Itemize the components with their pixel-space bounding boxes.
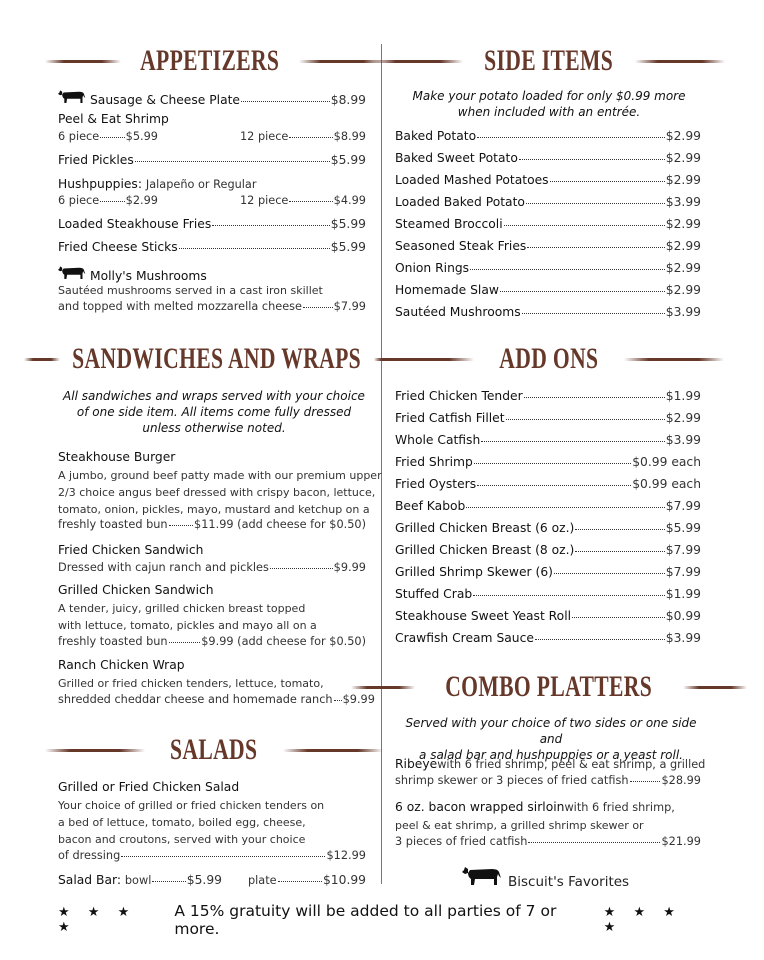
legend-label: Biscuit's Favorites [508, 874, 630, 890]
header-rule-left [45, 60, 121, 63]
item-price: $2.99 [665, 283, 701, 297]
sides-note [393, 88, 705, 120]
dot-leader [506, 419, 665, 420]
dot-leader [477, 485, 631, 486]
item-price: $0.99 each [632, 455, 701, 469]
menu-item [395, 411, 701, 425]
item-price: $5.99 [665, 521, 701, 535]
item-name: Seasoned Steak Fries [395, 239, 527, 253]
description-line: with lettuce, tomato, pickles and mayo all on a [58, 619, 317, 632]
note-line: a salad bar and hushpuppies or a yeast roll. [419, 748, 683, 762]
menu-item [395, 565, 701, 579]
description-line: bacon and croutons, served with your choice [58, 833, 306, 846]
item-price: $5.99 [330, 240, 366, 254]
note-line: All sandwiches and wraps served with your choice [63, 389, 365, 403]
item-price: $3.99 [665, 195, 701, 209]
item-note: Jalapeño or Regular [145, 178, 257, 191]
wrap-price-row [58, 693, 375, 706]
header-rule-left [374, 358, 474, 361]
sandwiches-header [58, 342, 370, 376]
dot-leader [550, 181, 665, 182]
size-label: 6 piece [58, 130, 100, 143]
menu-item [395, 261, 701, 275]
dot-leader [135, 161, 330, 162]
item-name: Steakhouse Sweet Yeast Roll [395, 609, 572, 623]
item-description: and topped with melted mozzarella cheese [58, 300, 302, 313]
menu-item-salad [58, 780, 239, 794]
menu-item [395, 587, 701, 601]
sandwiches-note [58, 388, 370, 436]
menu-item-sirloin [395, 800, 675, 814]
item-price: $9.99 [333, 561, 366, 574]
dot-leader [524, 397, 665, 398]
description-line: A jumbo, ground beef patty made with our premium upper [58, 469, 382, 482]
description-line: A tender, juicy, grilled chicken breast topped [58, 602, 306, 615]
header-rule-left [45, 749, 145, 752]
item-description [58, 797, 324, 848]
header-rule-left [351, 686, 415, 689]
note-line: Make your potato loaded for only $0.99 more [412, 89, 686, 103]
dot-leader [500, 291, 665, 292]
menu-item-shrimp-name [58, 112, 169, 126]
add-ons-title: ADD ONS [499, 342, 599, 375]
gratuity-text: A 15% gratuity will be added to all parties of 7 or more. [174, 902, 557, 938]
dot-leader [169, 525, 193, 526]
description-line: 3 pieces of fried catfish [395, 835, 528, 848]
menu-item [395, 521, 701, 535]
star-icon: ★ ★ ★ ★ [603, 905, 682, 935]
item-name: Fried Shrimp [395, 455, 473, 469]
dot-leader [270, 568, 333, 569]
menu-item [395, 239, 701, 253]
item-price: $2.99 [665, 151, 701, 165]
dot-leader [504, 225, 665, 226]
item-description [58, 467, 382, 518]
note-line: Served with your choice of two sides or one side and [405, 716, 697, 746]
fcs-price-row [58, 561, 366, 574]
menu-item-grilled-chicken-sandwich [58, 583, 214, 597]
cow-icon [58, 264, 86, 280]
menu-item [395, 499, 701, 513]
dot-leader [212, 225, 330, 226]
note-line: when included with an entrée. [457, 105, 641, 119]
menu-item-ribeye [395, 757, 705, 771]
item-name: Fried Chicken Sandwich [58, 543, 204, 557]
item-name: Fried Catfish Fillet [395, 411, 505, 425]
menu-item [395, 389, 701, 403]
header-rule-right [299, 60, 385, 63]
hush-6-price-row [58, 194, 158, 207]
combo-platters-title: COMBO PLATTERS [445, 670, 653, 703]
menu-item-cheese-sticks [58, 240, 366, 254]
item-price: $5.99 [330, 153, 366, 167]
item-price: $2.99 [665, 173, 701, 187]
item-name: Grilled Chicken Breast (8 oz.) [395, 543, 575, 557]
hush-12-price-row [240, 194, 366, 207]
dot-leader [179, 248, 330, 249]
dot-leader [572, 617, 665, 618]
header-rule-right [624, 358, 724, 361]
item-price: $2.99 [665, 217, 701, 231]
item-name: Salad Bar: [58, 873, 121, 887]
menu-item [395, 433, 701, 447]
item-description: peel & eat shrimp, a grilled shrimp skewer or [395, 819, 644, 832]
star-icon: ★ ★ ★ ★ [58, 905, 137, 935]
salad-bar-bowl-row [58, 873, 222, 887]
combo-platters-header [393, 670, 705, 704]
item-name: Beef Kabob [395, 499, 466, 513]
dot-leader [466, 507, 664, 508]
item-name: Loaded Mashed Potatoes [395, 173, 549, 187]
menu-item [395, 283, 701, 297]
menu-item [395, 609, 701, 623]
item-name: Molly's Mushrooms [90, 269, 207, 283]
item-price: $8.99 [330, 93, 366, 107]
dot-leader [278, 881, 322, 882]
item-name: Whole Catfish [395, 433, 481, 447]
note-line: unless otherwise noted. [142, 421, 286, 435]
menu-item [395, 129, 701, 143]
dot-leader [289, 137, 332, 138]
side-items-header [393, 44, 705, 78]
item-name: Hushpuppies: [58, 177, 142, 191]
dot-leader [289, 201, 332, 202]
favorites-legend [462, 864, 629, 890]
item-price: $3.99 [665, 433, 701, 447]
item-name: Fried Pickles [58, 153, 134, 167]
dot-leader [554, 573, 665, 574]
item-price: $0.99 each [632, 477, 701, 491]
item-name: Baked Potato [395, 129, 477, 143]
menu-item [395, 195, 701, 209]
item-price: $28.99 [661, 774, 701, 787]
item-name: Homemade Slaw [395, 283, 499, 297]
description-line: with 6 fried shrimp, [564, 801, 675, 814]
item-price: $7.99 [333, 300, 366, 313]
dot-leader [152, 881, 185, 882]
menu-item-fries [58, 217, 366, 231]
gcs-price-row [58, 635, 366, 648]
dot-leader [100, 201, 124, 202]
dot-leader [477, 137, 665, 138]
item-price: $7.99 [665, 565, 701, 579]
salads-title: SALADS [170, 733, 258, 766]
description-line: Your choice of grilled or fried chicken tenders on [58, 799, 325, 812]
dot-leader [522, 313, 665, 314]
item-price: $5.99 [186, 873, 222, 887]
item-name: Loaded Baked Potato [395, 195, 525, 209]
item-price: $1.99 [665, 587, 701, 601]
item-name: Fried Chicken Tender [395, 389, 523, 403]
dot-leader [169, 642, 201, 643]
item-name: Baked Sweet Potato [395, 151, 518, 165]
header-rule-right [683, 686, 747, 689]
dot-leader [575, 529, 664, 530]
dot-leader [334, 700, 342, 701]
dot-leader [630, 781, 661, 782]
appetizers-title: APPETIZERS [140, 44, 280, 77]
item-price: $2.99 [125, 194, 158, 207]
item-price: $10.99 [322, 873, 366, 887]
dot-leader [303, 307, 333, 308]
header-rule-right [283, 749, 383, 752]
size-label: 6 piece [58, 194, 100, 207]
item-name: Grilled Chicken Sandwich [58, 583, 214, 597]
size-label: 12 piece [240, 130, 289, 143]
item-description: Grilled or fried chicken tenders, lettuce, tomato, [58, 677, 324, 690]
item-name: Peel & Eat Shrimp [58, 112, 169, 126]
item-description [58, 600, 317, 634]
item-price: $4.99 [333, 194, 366, 207]
item-name: Grilled Shrimp Skewer (6) [395, 565, 553, 579]
description-line: tomato, onion, pickles, mayo, mustard and ketchup on a [58, 503, 370, 516]
add-ons-header [393, 342, 705, 376]
description-line: Dressed with cajun ranch and pickles [58, 561, 269, 574]
menu-item-sausage [58, 88, 366, 107]
menu-item-pickles [58, 153, 366, 167]
description-line: a bed of lettuce, tomato, boiled egg, cheese, [58, 816, 306, 829]
item-price: $3.99 [665, 305, 701, 319]
item-name: Fried Cheese Sticks [58, 240, 178, 254]
menu-item [395, 151, 701, 165]
item-price: $5.99 [330, 217, 366, 231]
mushrooms-price-row [58, 300, 366, 313]
description-line: 2/3 choice angus beef dressed with crispy bacon, lettuce, [58, 486, 376, 499]
menu-item [395, 455, 701, 469]
item-name: Sausage & Cheese Plate [90, 93, 241, 107]
shrimp-12-price-row [240, 130, 366, 143]
item-price: $5.99 [125, 130, 158, 143]
appetizers-header [60, 44, 370, 78]
item-price: $2.99 [665, 129, 701, 143]
item-name: Onion Rings [395, 261, 470, 275]
description-line: shrimp skewer or 3 pieces of fried catfish [395, 774, 629, 787]
burger-price-row [58, 518, 366, 531]
header-rule-left [24, 358, 60, 361]
menu-item [395, 217, 701, 231]
item-price: $3.99 [665, 631, 701, 645]
size-label: plate [248, 874, 277, 887]
item-name: Stuffed Crab [395, 587, 473, 601]
item-name: Loaded Steakhouse Fries [58, 217, 212, 231]
item-price: $1.99 [665, 389, 701, 403]
menu-item [395, 477, 701, 491]
item-name: Steamed Broccoli [395, 217, 503, 231]
combo-note [393, 715, 709, 763]
item-name: Grilled Chicken Breast (6 oz.) [395, 521, 575, 535]
item-price: $0.99 [665, 609, 701, 623]
item-name: Ranch Chicken Wrap [58, 658, 185, 672]
item-price: $2.99 [665, 261, 701, 275]
salads-header [58, 733, 370, 767]
item-name: Grilled or Fried Chicken Salad [58, 780, 240, 794]
gratuity-footer [58, 902, 708, 938]
item-price: $8.99 [333, 130, 366, 143]
item-price: $21.99 [661, 835, 701, 848]
dot-leader [527, 247, 664, 248]
salad-bar-plate-row [248, 873, 366, 887]
description-line: of dressing [58, 849, 121, 862]
item-price: $9.99 [342, 693, 375, 706]
dot-leader [535, 639, 665, 640]
menu-item-mushrooms [58, 264, 207, 283]
sirloin-price-row [395, 835, 701, 848]
dot-leader [473, 595, 665, 596]
item-price: $12.99 [326, 849, 366, 862]
dot-leader [121, 856, 325, 857]
dot-leader [100, 137, 124, 138]
description-line: freshly toasted bun [58, 635, 168, 648]
item-name: Crawfish Cream Sauce [395, 631, 534, 645]
dot-leader [474, 463, 631, 464]
item-price: $11.99 (add cheese for $0.50) [194, 518, 366, 531]
menu-item [395, 173, 701, 187]
item-name: 6 oz. bacon wrapped sirloin [395, 800, 565, 814]
description-line: freshly toasted bun [58, 518, 168, 531]
item-price: $7.99 [665, 543, 701, 557]
size-label: 12 piece [240, 194, 289, 207]
item-price: $2.99 [665, 239, 701, 253]
item-description: Sautéed mushrooms served in a cast iron skillet [58, 284, 323, 297]
menu-item [395, 305, 701, 319]
menu-item [395, 631, 701, 645]
note-line: of one side item. All items come fully dressed [76, 405, 352, 419]
item-name: Sautéed Mushrooms [395, 305, 521, 319]
dot-leader [519, 159, 665, 160]
menu-item [395, 543, 701, 557]
dot-leader [481, 441, 665, 442]
ribeye-price-row [395, 774, 701, 787]
dot-leader [526, 203, 665, 204]
item-name: Ribeye [395, 757, 438, 771]
item-name: Steakhouse Burger [58, 450, 176, 464]
cow-icon [462, 864, 502, 886]
dot-leader [241, 101, 330, 102]
item-name: Fried Oysters [395, 477, 477, 491]
side-items-title: SIDE ITEMS [484, 44, 614, 77]
cow-icon [58, 88, 86, 104]
header-rule-left [373, 60, 463, 63]
item-price: $7.99 [665, 499, 701, 513]
dot-leader [528, 842, 660, 843]
column-divider [381, 44, 382, 884]
menu-item-wrap [58, 658, 185, 672]
menu-item-hushpuppies [58, 177, 256, 191]
menu-item-burger [58, 450, 175, 464]
description-line: shredded cheddar cheese and homemade ranch [58, 693, 333, 706]
sandwiches-title: SANDWICHES AND WRAPS [72, 342, 362, 375]
shrimp-6-price-row [58, 130, 158, 143]
salad-price-row [58, 849, 366, 862]
item-price: $2.99 [665, 411, 701, 425]
description-line: with 6 fried shrimp, peel & eat shrimp, a grilled [437, 758, 706, 771]
item-price: $9.99 (add cheese for $0.50) [201, 635, 366, 648]
dot-leader [470, 269, 665, 270]
menu-item-fried-chicken-sandwich [58, 543, 203, 557]
size-label: bowl [124, 874, 152, 887]
dot-leader [575, 551, 664, 552]
header-rule-right [635, 60, 725, 63]
